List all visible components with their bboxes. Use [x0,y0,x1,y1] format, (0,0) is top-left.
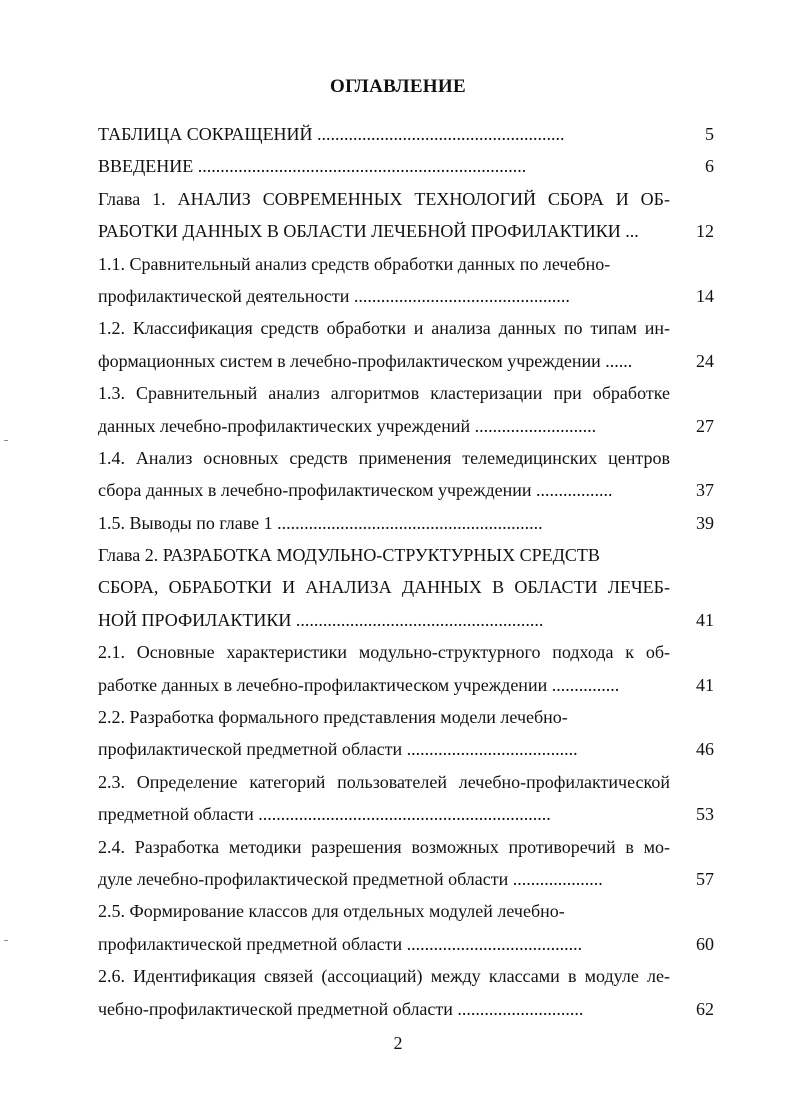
toc-entry-section-1-2[interactable] [98,312,720,377]
toc-page-number: 53 [696,804,714,825]
toc-page-number: 57 [696,868,714,889]
toc-page-number: 24 [696,350,714,371]
toc-entry-text: 1.2. Классификация средств обработки и анализа данных по типам ин- [98,318,670,339]
scan-margin-mark [4,440,8,441]
toc-entry-section-2-5[interactable] [98,895,720,960]
toc-page-number: 27 [696,415,714,436]
toc-entry-text: работке данных в лечебно-профилактическом учреждении ............... [98,674,620,695]
toc-entry-text: 1.5. Выводы по главе 1 ........................................................... [98,512,543,533]
footer-page-number: 2 [393,1033,403,1053]
toc-page-number: 39 [696,512,714,533]
toc-entry-text: 1.1. Сравнительный анализ средств обработки данных по лечебно- [98,253,611,274]
toc-page-number: 62 [696,998,714,1019]
toc-entry-text: Глава 2. РАЗРАБОТКА МОДУЛЬНО-СТРУКТУРНЫХ СРЕДСТВ [98,545,600,566]
toc-entry-text: профилактической деятельности ................................................ [98,285,570,306]
page-title: ОГЛАВЛЕНИЕ [330,76,466,97]
toc-entry-text: чебно-профилактической предметной области ............................ [98,998,584,1019]
toc-page-number: 46 [696,739,714,760]
toc-page-number: 12 [696,221,714,242]
toc-page-number: 41 [696,674,714,695]
toc-entry-section-2-3[interactable] [98,766,720,831]
toc-entry-text: данных лечебно-профилактических учреждений ........................... [98,415,597,436]
toc-page-number: 6 [705,156,714,177]
toc-entry-section-2-2[interactable] [98,701,720,766]
toc-entry-text: НОЙ ПРОФИЛАКТИКИ ....................................................... [98,609,544,630]
toc-entry-text: 2.6. Идентификация связей (ассоциаций) между классами в модуле ле- [98,966,670,987]
toc-entry-text: Глава 1. АНАЛИЗ СОВРЕМЕННЫХ ТЕХНОЛОГИЙ СБОРА И ОБ- [98,188,670,209]
toc-entry-text: профилактической предметной области ...................................... [98,739,578,760]
toc-entry-text: сбора данных в лечебно-профилактическом учреждении ................. [98,480,613,501]
scan-margin-mark [4,940,8,941]
toc-entry-section-2-6[interactable] [98,960,720,1025]
toc-entry-text: формационных систем в лечебно-профилактическом учреждении ...... [98,350,633,371]
toc-entry-abbreviations[interactable] [98,118,720,150]
toc-entry-text: 1.3. Сравнительный анализ алгоритмов кластеризации при обработке [98,383,670,404]
toc-entry-section-1-1[interactable] [98,248,720,313]
toc-page-number: 41 [696,609,714,630]
toc-entry-chapter-2[interactable] [98,539,720,636]
toc-page-number: 5 [705,124,714,144]
toc-entry-text: ТАБЛИЦА СОКРАЩЕНИЙ ....................................................... [98,124,565,144]
toc-entry-text: предметной области ................................................................. [98,804,551,825]
toc-entry-introduction[interactable] [98,150,720,182]
toc-page-number: 37 [696,480,714,501]
toc-entry-text: дуле лечебно-профилактической предметной области .................... [98,868,603,889]
toc-entry-text: СБОРА, ОБРАБОТКИ И АНАЛИЗА ДАННЫХ В ОБЛАСТИ ЛЕЧЕБ- [98,577,670,598]
toc-entry-text: 1.4. Анализ основных средств применения телемедицинских центров [98,447,670,468]
toc-entry-text: 2.4. Разработка методики разрешения возможных противоречий в мо- [98,836,670,857]
toc-entry-section-1-3[interactable] [98,377,720,442]
table-of-contents [98,118,720,1025]
toc-entry-text: РАБОТКИ ДАННЫХ В ОБЛАСТИ ЛЕЧЕБНОЙ ПРОФИЛАКТИКИ ... [98,221,639,242]
toc-page-number: 60 [696,933,714,954]
toc-entry-text: 2.1. Основные характеристики модульно-структурного подхода к об- [98,642,670,663]
toc-entry-section-1-4[interactable] [98,442,720,507]
toc-entry-text: ВВЕДЕНИЕ ......................................................................... [98,156,527,177]
toc-entry-text: 2.2. Разработка формального представления модели лечебно- [98,707,568,728]
toc-entry-text: профилактической предметной области ....................................... [98,933,583,954]
toc-entry-text: 2.3. Определение категорий пользователей лечебно-профилактической [98,771,670,792]
toc-entry-chapter-1[interactable] [98,183,720,248]
toc-page-number: 14 [696,285,714,306]
toc-entry-section-2-1[interactable] [98,636,720,701]
toc-entry-section-2-4[interactable] [98,831,720,896]
toc-entry-text: 2.5. Формирование классов для отдельных модулей лечебно- [98,901,565,922]
toc-entry-section-1-5[interactable] [98,507,720,539]
